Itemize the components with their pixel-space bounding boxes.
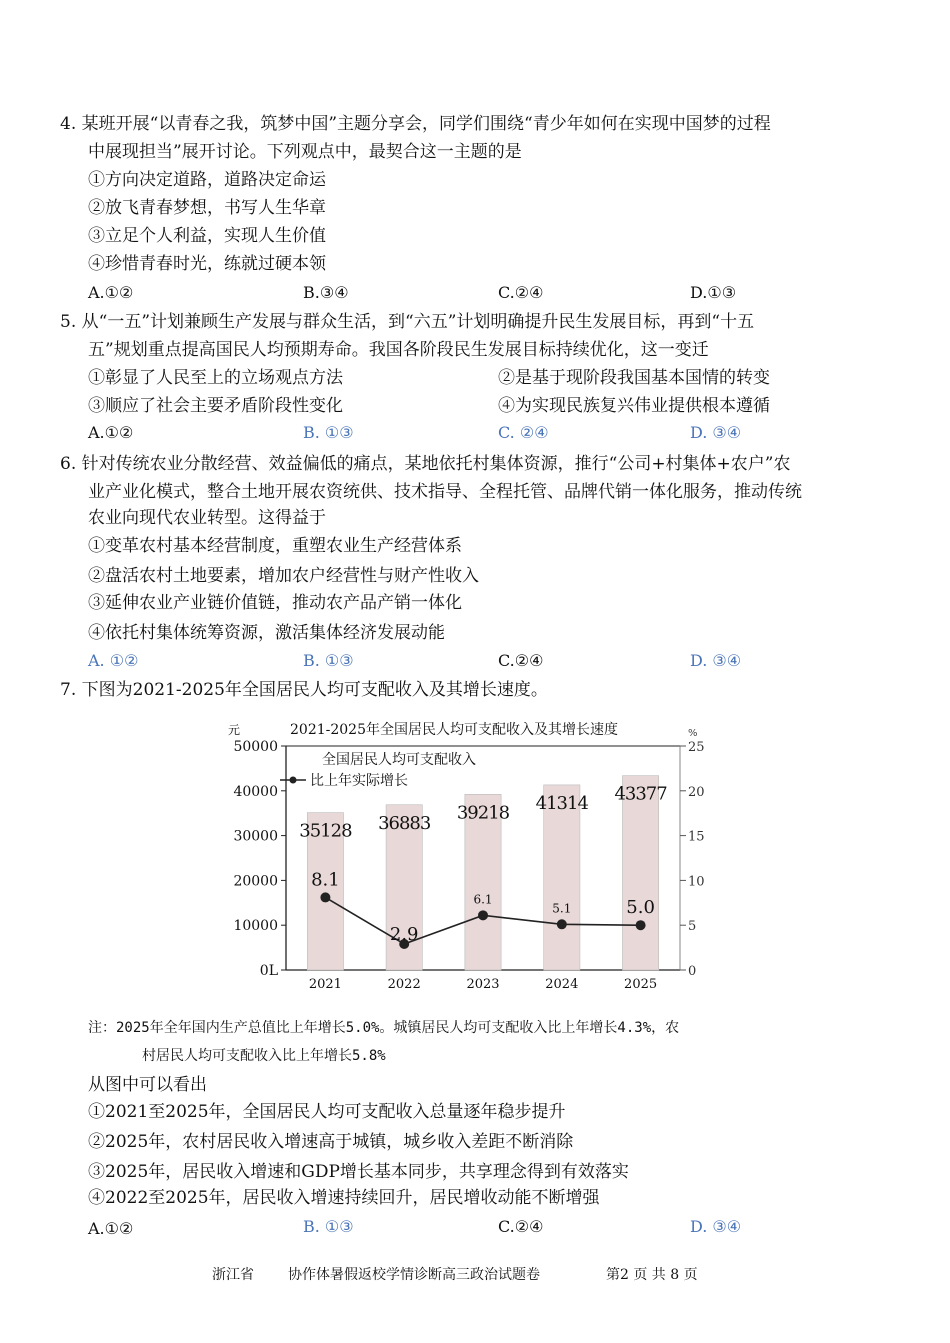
question-6-item-2: ②盘活农村土地要素，增加农户经营性与财产性收入	[88, 566, 479, 586]
growth-point-label: 6.1	[473, 892, 493, 907]
y-right-tick-label: 5	[688, 919, 697, 935]
question-6-option-b: B. ①③	[303, 651, 354, 670]
question-5-item-3: ③顺应了社会主要矛盾阶段性变化	[88, 396, 343, 416]
question-5-item-4: ④为实现民族复兴伟业提供根本遵循	[498, 396, 770, 416]
question-5-option-b: B. ①③	[303, 423, 354, 442]
question-4-option-c: C.②④	[498, 283, 544, 302]
question-4-item-2: ②放飞青春梦想，书写人生华章	[88, 198, 326, 218]
y-right-tick-label: 20	[688, 784, 705, 800]
question-6-item-1: ①变革农村基本经营制度，重塑农业生产经营体系	[88, 536, 462, 556]
question-5-option-d: D. ③④	[690, 423, 742, 442]
x-tick-label: 2025	[624, 977, 658, 992]
question-4-item-3: ③立足个人利益，实现人生价值	[88, 226, 326, 246]
question-6-option-c: C.②④	[498, 651, 544, 670]
legend-growth-label: 比上年实际增长	[310, 773, 408, 789]
income-bar-label: 36883	[378, 812, 431, 834]
footer-province: 浙江省	[212, 1267, 254, 1283]
question-7-stem: 7. 下图为2021-2025年全国居民人均可支配收入及其增长速度。	[60, 680, 548, 700]
y-right-tick-label: 0	[688, 964, 697, 979]
growth-point-label: 2.9	[389, 924, 419, 946]
income-bar-label: 43377	[614, 783, 667, 805]
growth-point	[320, 892, 330, 902]
question-5-stem-line-2: 五”规划重点提高国民人均预期寿命。我国各阶段民生发展目标持续优化，这一变迁	[88, 340, 709, 360]
question-4-stem-line-2: 中展现担当”展开讨论。下列观点中，最契合这一主题的是	[88, 142, 522, 162]
question-5-option-a: A.①②	[88, 423, 134, 442]
legend-income-label: 全国居民人均可支配收入	[322, 752, 476, 768]
question-7-option-c: C.②④	[498, 1217, 544, 1236]
y-left-tick-label: 30000	[233, 828, 278, 845]
question-7-lead: 从图中可以看出	[88, 1075, 207, 1095]
income-bar	[622, 776, 658, 970]
question-4-option-d: D.①③	[690, 283, 737, 302]
growth-point	[478, 910, 488, 920]
y-left-unit: 元	[228, 723, 241, 737]
growth-point	[636, 920, 646, 930]
x-tick-label: 2023	[466, 977, 500, 992]
question-7-option-d: D. ③④	[690, 1217, 742, 1236]
question-7-item-2: ②2025年，农村居民收入增速高于城镇，城乡收入差距不断消除	[88, 1132, 574, 1152]
question-6-item-4: ④依托村集体统筹资源，激活集体经济发展动能	[88, 623, 445, 643]
growth-point-label: 8.1	[311, 869, 340, 891]
question-7-item-4: ④2022至2025年，居民收入增速持续回升，居民增收动能不断增强	[88, 1188, 600, 1208]
income-chart	[210, 712, 730, 1002]
y-left-tick-label: 20000	[233, 873, 278, 890]
question-7-note-line-2: 村居民人均可支配收入比上年增长5.8%	[142, 1048, 386, 1064]
y-right-tick-label: 15	[688, 829, 705, 845]
y-left-tick-label: 0L	[259, 963, 278, 979]
income-bar-label: 39218	[456, 802, 510, 824]
question-6-stem-line-1: 6. 针对传统农业分散经营、效益偏低的痛点，某地依托村集体资源，推行“公司+村集体+农户”农	[60, 454, 791, 474]
question-6-item-3: ③延伸农业产业链价值链，推动农产品产销一体化	[88, 593, 462, 613]
growth-point-label: 5.1	[552, 901, 572, 916]
question-6-option-a: A. ①②	[88, 651, 139, 670]
question-7-option-b: B. ①③	[303, 1217, 354, 1236]
question-5-option-c: C. ②④	[498, 423, 549, 442]
growth-point-label: 5.0	[626, 897, 655, 919]
y-left-tick-label: 10000	[233, 918, 278, 935]
question-5-item-1: ①彰显了人民至上的立场观点方法	[88, 368, 343, 388]
question-5-stem-line-1: 5. 从“一五”计划兼顾生产发展与群众生活，到“六五”计划明确提升民生发展目标，再到“十五	[60, 312, 755, 332]
question-7-option-a: A.①②	[88, 1219, 134, 1238]
y-left-tick-label: 50000	[233, 739, 278, 755]
x-tick-label: 2021	[308, 977, 342, 992]
question-6-option-d: D. ③④	[690, 651, 742, 670]
y-right-unit: %	[688, 728, 698, 739]
y-right-tick-label: 10	[688, 874, 705, 890]
question-4-option-b: B.③④	[303, 283, 349, 302]
question-7-item-3: ③2025年，居民收入增速和GDP增长基本同步，共享理念得到有效落实	[88, 1162, 629, 1182]
footer-page: 第2 页 共 8 页	[606, 1267, 698, 1283]
question-6-stem-line-2: 业产业化模式，整合土地开展农资统供、技术指导、全程托管、品牌代销一体化服务，推动传统	[88, 482, 802, 502]
x-tick-label: 2024	[545, 977, 579, 992]
question-4-item-1: ①方向决定道路，道路决定命运	[88, 170, 326, 190]
question-7-note-line-1: 注：2025年全年国内生产总值比上年增长5.0%。城镇居民人均可支配收入比上年增长4.3%，农	[88, 1020, 680, 1036]
question-4-option-a: A.①②	[88, 283, 134, 302]
growth-point	[557, 919, 567, 929]
y-left-tick-label: 40000	[233, 783, 278, 800]
footer-title: 协作体暑假返校学情诊断高三政治试题卷	[288, 1267, 540, 1283]
y-right-tick-label: 25	[688, 740, 705, 755]
question-4-item-4: ④珍惜青春时光，练就过硬本领	[88, 254, 326, 274]
income-bar-label: 41314	[535, 792, 588, 814]
question-5-item-2: ②是基于现阶段我国基本国情的转变	[498, 368, 770, 388]
chart-title: 2021-2025年全国居民人均可支配收入及其增长速度	[290, 722, 618, 738]
legend-growth-marker	[290, 777, 297, 784]
income-bar-label: 35128	[299, 820, 352, 842]
question-7-item-1: ①2021至2025年，全国居民人均可支配收入总量逐年稳步提升	[88, 1102, 566, 1122]
question-6-stem-line-3: 农业向现代农业转型。这得益于	[88, 508, 326, 528]
question-4-stem-line-1: 4. 某班开展“以青春之我，筑梦中国”主题分享会，同学们围绕“青少年如何在实现中国梦的过程	[60, 114, 771, 134]
plot-area	[233, 739, 704, 992]
x-tick-label: 2022	[387, 977, 421, 992]
